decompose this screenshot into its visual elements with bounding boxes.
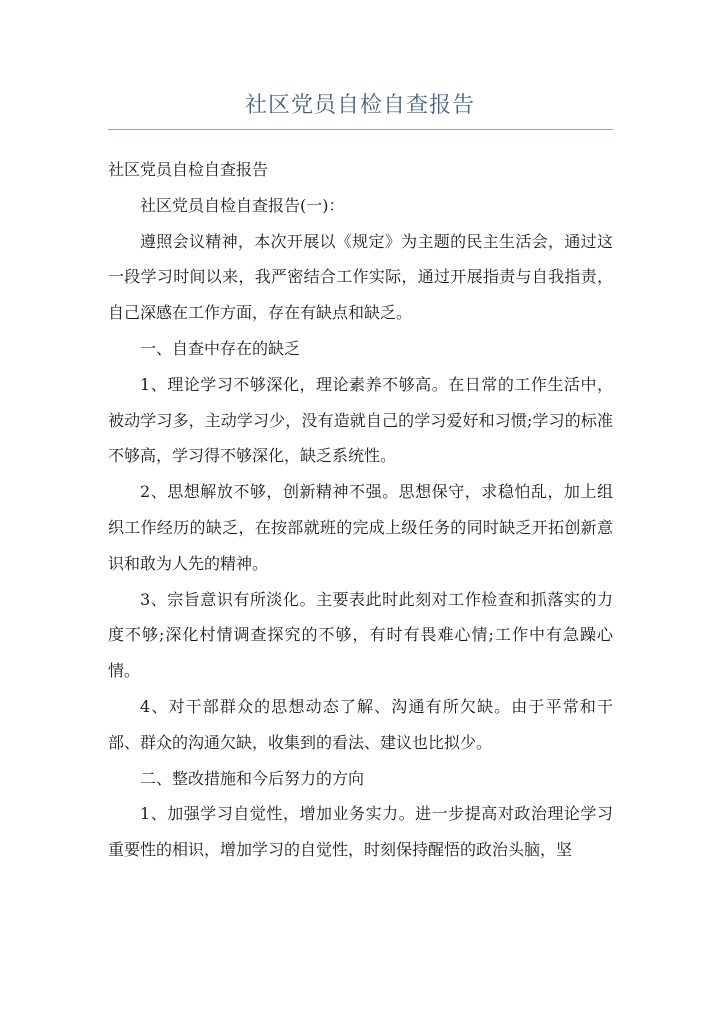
paragraph: 1、加强学习自觉性，增加业务实力。进一步提高对政治理论学习重要性的相识，增加学习的自觉性，时刻保持醒悟的政治头脑，坚 [108,804,613,860]
paragraph: 1、理论学习不够深化，理论素养不够高。在日常的工作生活中，被动学习多，主动学习少，没有造就自己的学习爱好和习惯;学习的标准不够高，学习得不够深化，缺乏系统性。 [108,374,613,466]
title-divider [108,129,613,130]
paragraph: 社区党员自检自查报告 [108,160,269,179]
document-title: 社区党员自检自查报告 [244,93,475,118]
paragraph: 遵照会议精神，本次开展以《规定》为主题的民主生活会，通过这一段学习时间以来，我严密结合工作实际，通过开展指责与自我指责，自己深感在工作方面，存在有缺点和缺乏。 [108,231,613,323]
section-heading: 一、自查中存在的缺乏 [140,338,301,358]
paragraph: 2、思想解放不够，创新精神不强。思想保守，求稳怕乱，加上组织工作经历的缺乏，在按部就班的完成上级任务的同时缺乏开拓创新意识和敢为人先的精神。 [108,482,613,573]
paragraph: 4、对干部群众的思想动态了解、沟通有所欠缺。由于平常和干部、群众的沟通欠缺，收集到的看法、建议也比拟少。 [108,696,613,752]
paragraph: 社区党员自检自查报告(一)： [140,195,345,215]
document-body [108,152,613,868]
paragraph: 3、宗旨意识有所淡化。主要表此时此刻对工作检查和抓落实的力度不够;深化村情调查探究的不够，有时有畏难心情;工作中有急躁心情。 [108,589,613,681]
section-heading: 二、整改措施和今后努力的方向 [140,768,365,788]
